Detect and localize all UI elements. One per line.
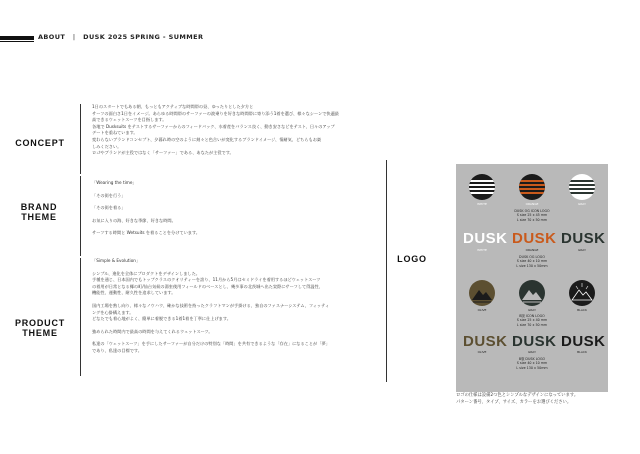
b-word-caption-line: B版 DUSK LOGO [518,357,546,361]
header-bar-thick [0,36,34,40]
concept-line: ロゴやブランドが主役ではなく「サーファー」である、あなたが主役です。 [92,150,234,156]
product-line: どなたでも着心地がよく、簡単に着脱できる1着1着を丁寧に仕上げます。 [92,316,231,322]
b-word-caption-line: L size 130 x 50mm [516,365,548,370]
concept-text [92,104,382,157]
brand-line: 「その街を行う」 [92,192,126,198]
b-word-caption-line: S size 40 x 10 mm [516,361,548,366]
b-icon-color-label: BLACK [577,308,587,312]
wordmark-gray: DUSK [561,230,606,247]
b-icon-color-label: OLIVE [477,308,487,312]
logo-label: LOGO [397,254,427,264]
icon-caption-line: L size 70 x 50 mm [516,217,548,222]
mountain-icon [519,280,545,306]
product-theme-label [10,318,70,338]
icon-color-label: WHITE [477,202,487,206]
concept-line: デートを重ねています。 [92,130,138,136]
concept-line: サーフの面白さ1日をイメージ。あらゆる時間帯のサーファーの波乗りを好きな時間帯に寄り添う1着を選び、様々なシーンで快適最 [92,110,339,116]
logo-note [456,393,626,406]
b-word-color-label: OLIVE [477,350,487,354]
icon-logo-white [469,174,495,200]
icon-color-label: ORANGE [525,202,539,206]
brand-line: 「Wearing the time」 [92,180,137,185]
page-header [38,33,203,41]
b-word-color-label: GRAY [528,350,536,354]
product-line: の着用が日常となる椰の町/仙台気候の湯室使用フィールドのベースとし、幾多事の北茨城へ出た実際にサーフして得温性、 [92,283,323,289]
word-color-label: WHITE [477,248,487,252]
word-color-label: ORANGE [525,248,539,252]
icon-logo-gray [569,174,595,200]
concept-line: 高できるウェットスーツを目指します。 [92,117,167,123]
icon-caption [492,209,572,222]
b-icon-caption [492,314,572,327]
header-title: DUSK 2025 SPRING - SUMMER [83,33,204,41]
icon-color-label: GRAY [578,202,586,206]
word-color-label: GRAY [578,248,586,252]
brand-line: 「その街を着る」 [92,205,126,211]
icon-caption-line: DUSK OG ICON LOGO [514,209,550,213]
b-icon-caption-line: L size 70 x 50 mm [516,322,548,327]
mountain-icon [469,280,495,306]
product-line: 「Simple & Evolution」 [92,258,141,263]
product-text [92,258,382,355]
header-separator: | [72,33,76,41]
logo-panel [456,164,608,392]
concept-label: CONCEPT [15,138,65,148]
product-line: ングを心掛構えます。 [92,309,134,315]
product-theme-text: PRODUCT THEME [14,318,66,338]
concept-rule [80,104,81,174]
b-word-color-label: BLACK [577,350,587,354]
brand-theme-label [14,202,64,222]
concept-line: 変わらないブランドコンセプト、夕暮れ時の空のように刻々と色合いが変化するブランドイメージ、情緒気、どちらもお楽 [92,136,322,142]
b-icon-caption-line: B版 ICON LOGO [519,314,545,318]
concept-line: 各地で Dusksuits をテストするサーファーからのフィードバック、水着産をバランス良く、動き安さなどをテスト、日々のアップ [92,123,335,129]
word-caption [492,255,572,268]
mountain-icon-black [569,280,595,306]
icon-caption-line: S size 25 x 45 mm [516,213,548,218]
product-line: 強められた時間内で最高の時間を与えてくれるウェットスーツ。 [92,328,213,334]
brand-theme-text: BRAND THEME [20,202,58,222]
product-line: であり、私達の目標です。 [92,347,142,353]
product-line: 機能性、運動性、耐久性を追求しています。 [92,290,176,296]
product-line: 国内工場を熟し向り、様々なノウハウ、確かな技術を持ったクラフトマンが手掛ける、独自のファスナーシステム、フィッティ [92,302,330,308]
product-rule [80,258,81,376]
product-line: 私達の「ウェットスーツ」を手にしたサーファーが自分だけの特別な「時間」を共有できるような「存在」になることが「夢」 [92,341,330,347]
header-about: ABOUT [38,33,66,41]
brand-rule [80,176,81,256]
logo-divider [386,160,387,382]
word-caption-line: L size 130 x 50mm [516,263,548,268]
header-bar-thin [0,41,34,42]
wordmark-olive: DUSK [463,333,508,350]
word-caption-line: DUSK OG LOGO [519,255,545,259]
icon-logo-orange [519,174,545,200]
wordmark-orange: DUSK [512,230,557,247]
mountain-icon [569,280,595,306]
word-caption-line: S size 40 x 10 mm [516,259,548,264]
brand-line: サーフする時間と Wetsuits を着ることを分けています。 [92,230,200,236]
brand-line: お気に入りの海、好きな季節、好きな時間。 [92,217,176,223]
wordmark-black: DUSK [561,333,606,350]
wordmark-white: DUSK [463,230,508,247]
b-icon-caption-line: S size 25 x 40 mm [516,318,548,323]
product-line: シンプル、進化を全体にプロダクトをデザインしました。 [92,270,200,276]
mountain-icon-gray [519,280,545,306]
wordmark-b-gray: DUSK [512,333,557,350]
logo-note-line: パターン番号、タイプ、サイズ、カラーをお選びください。 [456,399,572,405]
mountain-icon-olive [469,280,495,306]
product-line: 手種を通じ、日本国内でもトップクラスのクオリティーを誇り、11月から5月はセミドライを着用するほどウェットスーツ [92,277,321,283]
brand-text [92,180,382,237]
b-icon-color-label: GRAY [528,308,536,312]
logo-note-line: ロゴの仕様は設備2つ色とシンプルなデザインになっています。 [456,393,579,398]
concept-line: 1日のスタートでもある朝、もっともアクティブな時間帯の昼、ゆったりとした夕方と [92,104,254,109]
concept-line: しみください。 [92,143,122,149]
b-word-caption [492,357,572,370]
